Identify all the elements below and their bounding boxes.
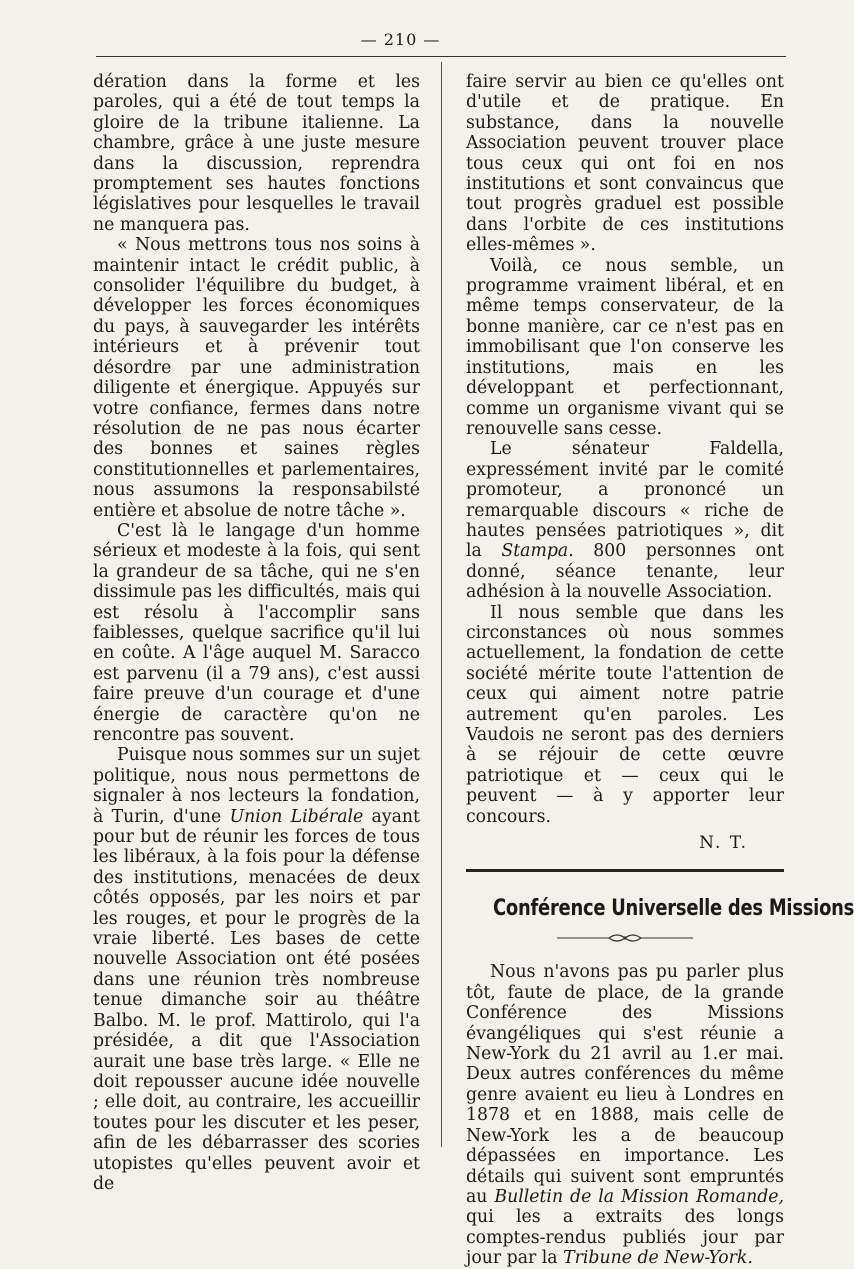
paragraph [93,745,420,1194]
column-divider [441,62,442,1147]
ornament-divider-icon [555,932,695,944]
paragraph: « Nous mettrons tous nos soins à maintenir intact le crédit public, à consolider l'équilibre du budget, à développer les forces économiques du pays, à sauvegarder les intérêts intérieurs et à prévenir tout désordre par une administration diligente et énergique. Appuyés sur votre confiance, fermes dans notre résolution de ne pas nous écarter des bonnes et saines règles constitutionnelles et parlementaires, nous assumons la responsabilsté entière et absolue de notre tâche ». [93,235,420,521]
page-number: — 210 — [360,30,441,49]
signature: N. T. [699,833,748,854]
left-column [93,72,420,1194]
paragraph [466,439,784,602]
paragraph: Voilà, ce nous semble, un programme vraiment libéral, et en même temps conservateur, de la bonne manière, car ce n'est pas en immobilisant que l'on conserve les institutions, mais en les développant et perfectionnant, comme un organisme vivant qui se renouvelle sans cesse. [466,255,784,439]
paragraph: Il nous semble que dans les circonstances où nous sommes actuellement, la fondation de cette société mérite toute l'attention de ceux qui aiment notre patrie autrement qu'en paroles. Les Vaudois ne seront pas des derniers à se réjouir de cette œuvre patriotique et — ceux qui le peuvent — à y apporter leur concours. [466,602,784,827]
text-run: Puisque nous sommes sur un sujet politique, nous nous permettons de signaler à nos lecteurs la fondation, à Turin, d'une [93,745,420,827]
paragraph [466,962,784,1268]
paragraph: faire servir au bien ce qu'elles ont d'utile et de pratique. En substance, dans la nouvelle Association peuvent trouver place tous ceux qui ont foi en nos institutions et sont convaincus que tout progrès graduel est possible dans l'orbite de ces institutions elles-mêmes ». [466,72,784,256]
text-run: Nous n'avons pas pu parler plus tôt, faute de place, de la grande Conférence des Missions évangéliques qui s'est réunie a New-York du 21 avril au 1.er mai. Deux autres conférences du même genre avaient eu lieu à Londres en 1878 et en 1888, mais celle de New-York les a de beaucoup dépassées en importance. Les détails qui suivent sont empruntés au [466,962,784,1207]
section-title: Conférence Universelle des Missions [493,895,854,922]
section-rule [466,869,784,872]
text-run: qui les a extraits des longs comptes-rendus publiés jour par jour par la [466,1207,784,1269]
text-run: ayant pour but de réunir les forces de tous les libéraux, à la fois pour la défense des institutions, menacées de deux côtés opposés, par les noirs et par les rouges, et pour le progrès de la vraie liberté. Les bases de cette nouvelle Association ont été posées dans une réunion très nombreuse tenue dimanche soir au théâtre Balbo. M. le prof. Mattirolo, qui l'a présidée, a dit que l'Association aurait une base très large. « Elle ne doit repousser aucune idée nouvelle ; elle doit, au contraire, les accueillir toutes pour les discuter et les peser, afin de les débarrasser des scories utopistes qu'elles peuvent avoir et de [93,806,420,1194]
italic-text: Union Libérale [229,806,364,827]
italic-text: Bulletin de la Mission Romande, [494,1186,784,1207]
italic-text: Stampa [501,541,569,562]
paragraph: C'est là le langage d'un homme sérieux et modeste à la fois, qui sent la grandeur de sa tâche, qui ne s'en dissimule pas les difficultés, mais qui est résolu à l'accomplir sans faiblesses, quelque sacrifice qu'il lui en coûte. A l'âge auquel M. Saracco est parvenu (il a 79 ans), c'est aussi faire preuve d'un courage et d'une énergie de caractère qu'on ne rencontre pas souvent. [93,520,420,745]
right-column [466,72,854,1269]
italic-text: Tribune de New-York. [563,1248,753,1269]
text-run: Le sénateur Faldella, expressément invité par le comité promoteur, a prononcé un remarquable discours « riche de hautes pensées patriotiques », dit la [466,439,784,562]
header-rule [96,56,786,57]
text-run: . 800 personnes ont donné, séance tenante, leur adhésion à la nouvelle Association. [466,541,784,603]
paragraph: dération dans la forme et les paroles, qui a été de tout temps la gloire de la tribune italienne. La chambre, grâce à une juste mesure dans la discussion, reprendra promptement ses hautes fonctions législatives pour lesquelles le travail ne manquera pas. [93,72,420,235]
